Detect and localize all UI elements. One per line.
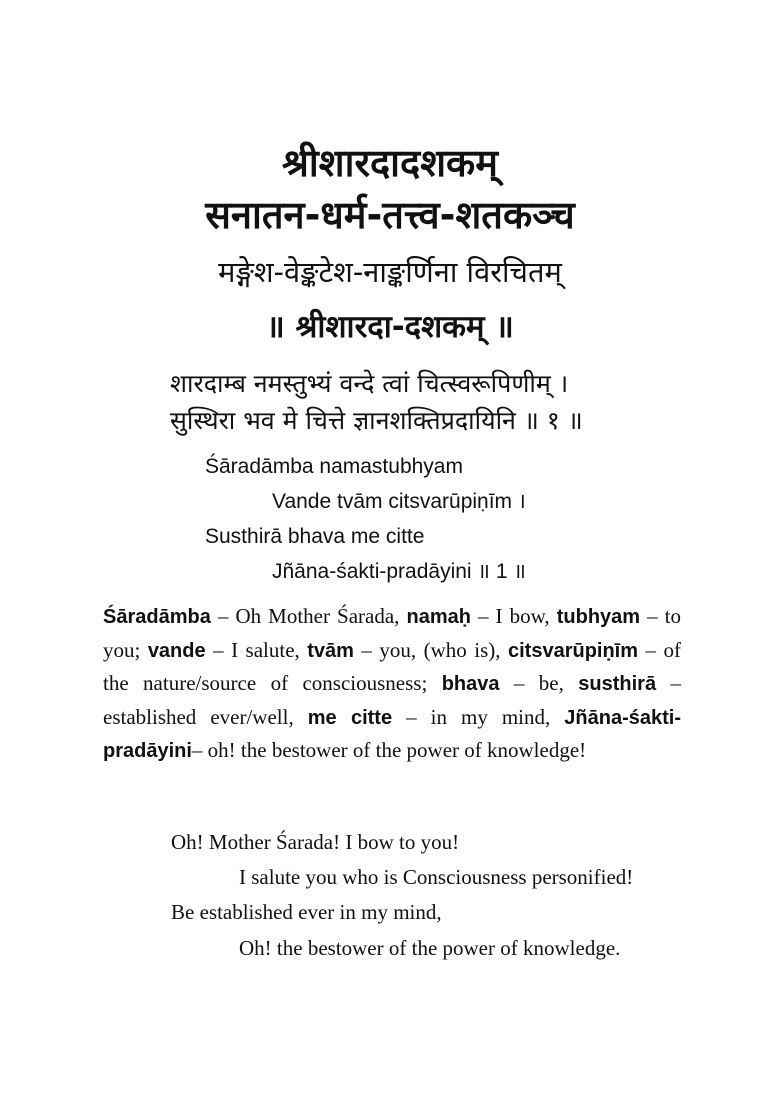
transliteration-line-4: Jñāna-śakti-pradāyini ॥ 1 ॥ [272, 560, 526, 583]
gloss-term: tvām [307, 639, 354, 662]
gloss-term: Śāradāmba [103, 606, 211, 628]
gloss-term: Jñāna-śakti-pradāyini [103, 706, 681, 762]
gloss-term: bhava [441, 673, 500, 695]
author-line: मङ्गेश-वेङ्कटेश-नाङ्कर्णिना विरचितम् [218, 255, 562, 289]
gloss-meaning: – I salute, [205, 637, 308, 662]
gloss-meaning: – of the nature/source of consciousness; [103, 637, 681, 695]
translation-line-3: Be established ever in my mind, [171, 900, 442, 924]
word-meaning-paragraph [103, 600, 681, 768]
section-title: ॥ श्रीशारदा-दशकम् ॥ [266, 309, 514, 345]
gloss-term: tubhyam [556, 606, 641, 628]
page-title: श्रीशारदादशकम् [282, 141, 498, 185]
gloss-meaning: – established ever/well, [103, 671, 681, 729]
gloss-meaning: – oh! the bestower of the power of knowledge! [191, 738, 587, 762]
gloss-term: citsvarūpiṇīm [507, 639, 639, 662]
gloss-meaning: – in my mind, [392, 704, 565, 729]
page-subtitle: सनातन-धर्म-तत्त्व-शतकञ्च [205, 193, 575, 237]
transliteration-line-1: Śāradāmba namastubhyam [205, 455, 463, 478]
gloss-meaning: – Oh Mother Śarada, [210, 604, 407, 628]
verse-line-2: सुस्थिरा भव मे चित्ते ज्ञानशक्तिप्रदायिनि ॥ १ ॥ [170, 406, 583, 435]
gloss-term: me citte [307, 706, 393, 729]
gloss-meaning: – be, [499, 671, 579, 695]
translation-line-4: Oh! the bestower of the power of knowledge. [239, 936, 621, 960]
gloss-meaning: – I bow, [470, 604, 557, 628]
transliteration-line-3: Susthirā bhava me citte [205, 525, 425, 548]
verse-line-1: शारदाम्ब नमस्तुभ्यं वन्दे त्वां चित्स्वरूपिणीम् । [170, 369, 569, 398]
gloss-meaning: – you, (who is), [353, 637, 508, 662]
transliteration-line-2: Vande tvām citsvarūpiṇīm । [272, 490, 526, 513]
gloss-term: namaḥ [406, 606, 471, 628]
translation-line-2: I salute you who is Consciousness personified! [239, 865, 634, 889]
gloss-term: susthirā [578, 673, 657, 695]
gloss-meaning: – to you; [103, 604, 682, 662]
gloss-term: vande [147, 639, 206, 662]
translation-line-1: Oh! Mother Śarada! I bow to you! [171, 830, 460, 854]
